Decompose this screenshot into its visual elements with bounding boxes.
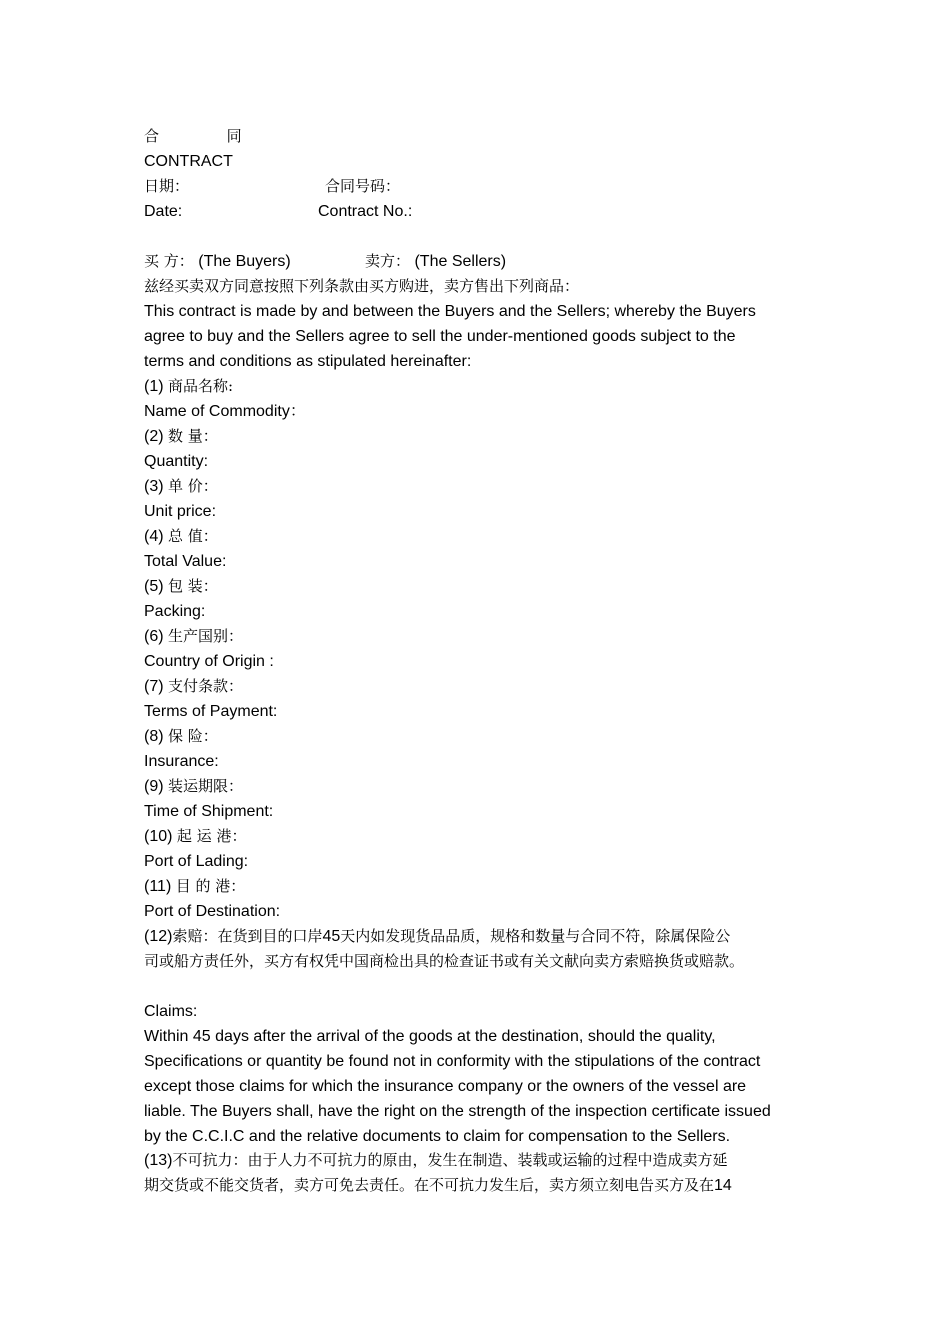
clause-quantity-en: Quantity: — [144, 453, 209, 470]
clause-lading-port-en: Port of Lading: — [144, 853, 249, 870]
force-majeure-text: 期交货或不能交货者，卖方可免去责任。在不可抗力发生后，卖方须立刻电告买方及在 — [144, 1176, 715, 1194]
clause-label-zh: 保 险： — [168, 727, 218, 745]
contract-no-label-zh: 合同号码： — [325, 177, 401, 195]
claims-en-line: Specifications or quantity be found not in conformity with the stipulations of the contract — [144, 1053, 761, 1070]
force-majeure-line — [144, 1148, 727, 1173]
clause-insurance-zh — [144, 724, 218, 749]
clause-label-zh: 支付条款： — [168, 677, 244, 695]
clause-number: (7) — [144, 678, 164, 695]
clause-label-zh: 数 量： — [168, 427, 218, 445]
clause-total-value-en: Total Value: — [144, 553, 227, 570]
sellers-group — [365, 249, 506, 274]
date-label-zh: 日期： — [144, 177, 190, 195]
claims-en-line: except those claims for which the insurance company or the owners of the vessel are — [144, 1078, 747, 1095]
force-majeure-days-number: 14 — [714, 1177, 732, 1194]
clause-destination-zh — [144, 874, 245, 899]
clause-quantity-zh — [144, 424, 218, 449]
clause-number: (5) — [144, 578, 164, 595]
clause-shipment-zh — [144, 774, 243, 799]
clause-label-zh: 装运期限： — [168, 777, 244, 795]
claims-en-line: Within 45 days after the arrival of the goods at the destination, should the quality, — [144, 1028, 716, 1045]
claims-zh-text: 索赔：在货到目的口岸 — [172, 927, 323, 945]
title-zh — [144, 124, 242, 149]
clause-number: (10) — [144, 828, 173, 845]
claims-heading: Claims: — [144, 1003, 198, 1020]
intro-en-line: This contract is made by and between the Buyers and the Sellers; whereby the Buyers — [144, 303, 756, 320]
buyers-label-en: (The Buyers) — [198, 253, 291, 270]
clause-number: (2) — [144, 428, 164, 445]
clause-origin-en: Country of Origin : — [144, 653, 274, 670]
intro-en-line: terms and conditions as stipulated hereinafter: — [144, 353, 472, 370]
clause-insurance-en: Insurance: — [144, 753, 219, 770]
sellers-label-en: (The Sellers) — [414, 253, 507, 270]
claims-zh-line — [144, 924, 730, 949]
clause-number: (3) — [144, 478, 164, 495]
clause-label-zh: 包 装： — [168, 577, 218, 595]
clause-commodity-zh — [144, 374, 233, 399]
claims-en-line: by the C.C.I.C and the relative documents to claim for compensation to the Sellers. — [144, 1128, 731, 1145]
intro-zh: 兹经买卖双方同意按照下列条款由买方购进，卖方售出下列商品： — [144, 277, 580, 295]
clause-number: (13) — [144, 1152, 173, 1169]
clause-origin-zh — [144, 624, 243, 649]
clause-number: (6) — [144, 628, 164, 645]
clause-unit-price-en: Unit price: — [144, 503, 217, 520]
contract-no-label-en: Contract No.: — [318, 203, 413, 220]
claims-zh-line: 司或船方责任外，买方有权凭中国商检出具的检查证书或有关文献向卖方索赔换货或赔款。 — [144, 952, 745, 970]
clause-payment-zh — [144, 674, 243, 699]
clause-packing-zh — [144, 574, 218, 599]
clause-number: (12) — [144, 928, 173, 945]
clause-commodity-en: Name of Commodity： — [144, 403, 306, 420]
buyers-label-zh: 买 方： — [144, 252, 194, 270]
clause-shipment-en: Time of Shipment: — [144, 803, 274, 820]
sellers-label-zh: 卖方： — [365, 252, 411, 270]
header-zh-row — [144, 174, 401, 199]
clause-destination-en: Port of Destination: — [144, 903, 281, 920]
clause-total-value-zh — [144, 524, 218, 549]
claims-zh-text: 天内如发现货品品质，规格和数量与合同不符，除属保险公 — [340, 927, 731, 945]
clause-label-zh: 目 的 港： — [175, 877, 246, 895]
clause-number: (11) — [144, 878, 172, 895]
claims-en-line: liable. The Buyers shall, have the right on the strength of the inspection certificate issued — [144, 1103, 771, 1120]
clause-number: (8) — [144, 728, 164, 745]
force-majeure-text: 不可抗力：由于人力不可抗力的原由，发生在制造、装载或运输的过程中造成卖方延 — [172, 1151, 728, 1169]
clause-lading-port-zh — [144, 824, 246, 849]
claims-days-number: 45 — [322, 928, 341, 945]
parties-row — [144, 249, 507, 274]
title-zh-right: 同 — [226, 127, 242, 145]
clause-label-zh: 起 运 港： — [176, 827, 247, 845]
date-label-en: Date: — [144, 203, 183, 220]
clause-number: (1) — [144, 378, 164, 395]
header-en-row — [144, 199, 413, 224]
force-majeure-line — [144, 1173, 732, 1198]
clause-payment-en: Terms of Payment: — [144, 703, 278, 720]
intro-en-line: agree to buy and the Sellers agree to sell the under-mentioned goods subject to the — [144, 328, 736, 345]
clause-number: (9) — [144, 778, 164, 795]
clause-packing-en: Packing: — [144, 603, 206, 620]
clause-label-zh: 商品名称: — [168, 377, 234, 395]
clause-unit-price-zh — [144, 474, 218, 499]
title-en: CONTRACT — [144, 153, 233, 170]
clause-number: (4) — [144, 528, 164, 545]
clause-label-zh: 单 价： — [168, 477, 218, 495]
clause-label-zh: 生产国别： — [168, 627, 244, 645]
title-zh-left: 合 — [144, 127, 160, 145]
clause-label-zh: 总 值： — [168, 527, 218, 545]
